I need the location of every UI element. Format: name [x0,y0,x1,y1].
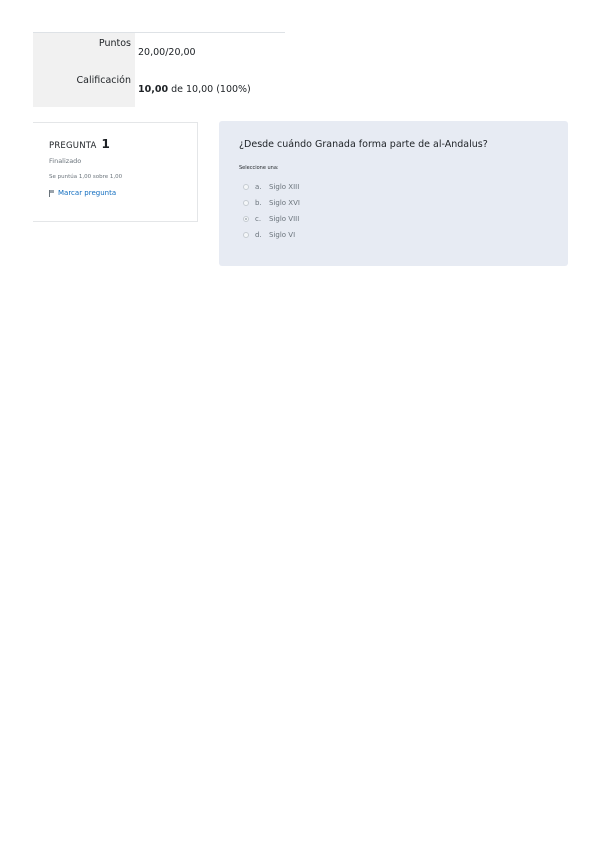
radio-d[interactable] [243,232,249,238]
question-text: ¿Desde cuándo Granada forma parte de al-Andalus? [239,139,488,150]
summary-row-points [33,33,285,70]
answer-text: Siglo VIII [269,215,300,223]
summary-row-grade [33,70,285,107]
radio-a[interactable] [243,184,249,190]
flag-question-label: Marcar pregunta [58,189,117,197]
answer-text: Siglo XVI [269,199,300,207]
answer-option-d[interactable] [239,227,568,243]
question-number [49,137,197,151]
summary-label-grade: Calificación [33,70,135,107]
summary-value-points: 20,00/20,00 [138,47,196,58]
answer-list [239,179,568,243]
question-state: Finalizado [49,157,82,165]
question-content [219,121,568,266]
question-label: PREGUNTA [49,141,97,151]
question-number-value: 1 [101,137,110,151]
answer-text: Siglo VI [269,231,296,239]
flag-icon [49,190,55,197]
summary-label-points: Puntos [33,33,135,70]
answer-prompt: Seleccione una: [239,165,279,171]
radio-c[interactable] [243,216,249,222]
answer-letter: b. [255,199,262,207]
answer-option-c[interactable] [239,211,568,227]
answer-text: Siglo XIII [269,183,300,191]
summary-value-grade [135,70,285,107]
answer-option-a[interactable] [239,179,568,195]
answer-letter: a. [255,183,262,191]
radio-b[interactable] [243,200,249,206]
answer-letter: d. [255,231,262,239]
flag-question-link[interactable] [49,189,197,197]
question-info-box [33,122,198,222]
answer-option-b[interactable] [239,195,568,211]
grade-value: 10,00 [138,84,169,95]
answer-letter: c. [255,215,262,223]
quiz-summary-table [33,32,285,107]
question-grade: Se puntúa 1,00 sobre 1,00 [49,174,123,180]
grade-suffix: de 10,00 (100%) [168,84,251,95]
